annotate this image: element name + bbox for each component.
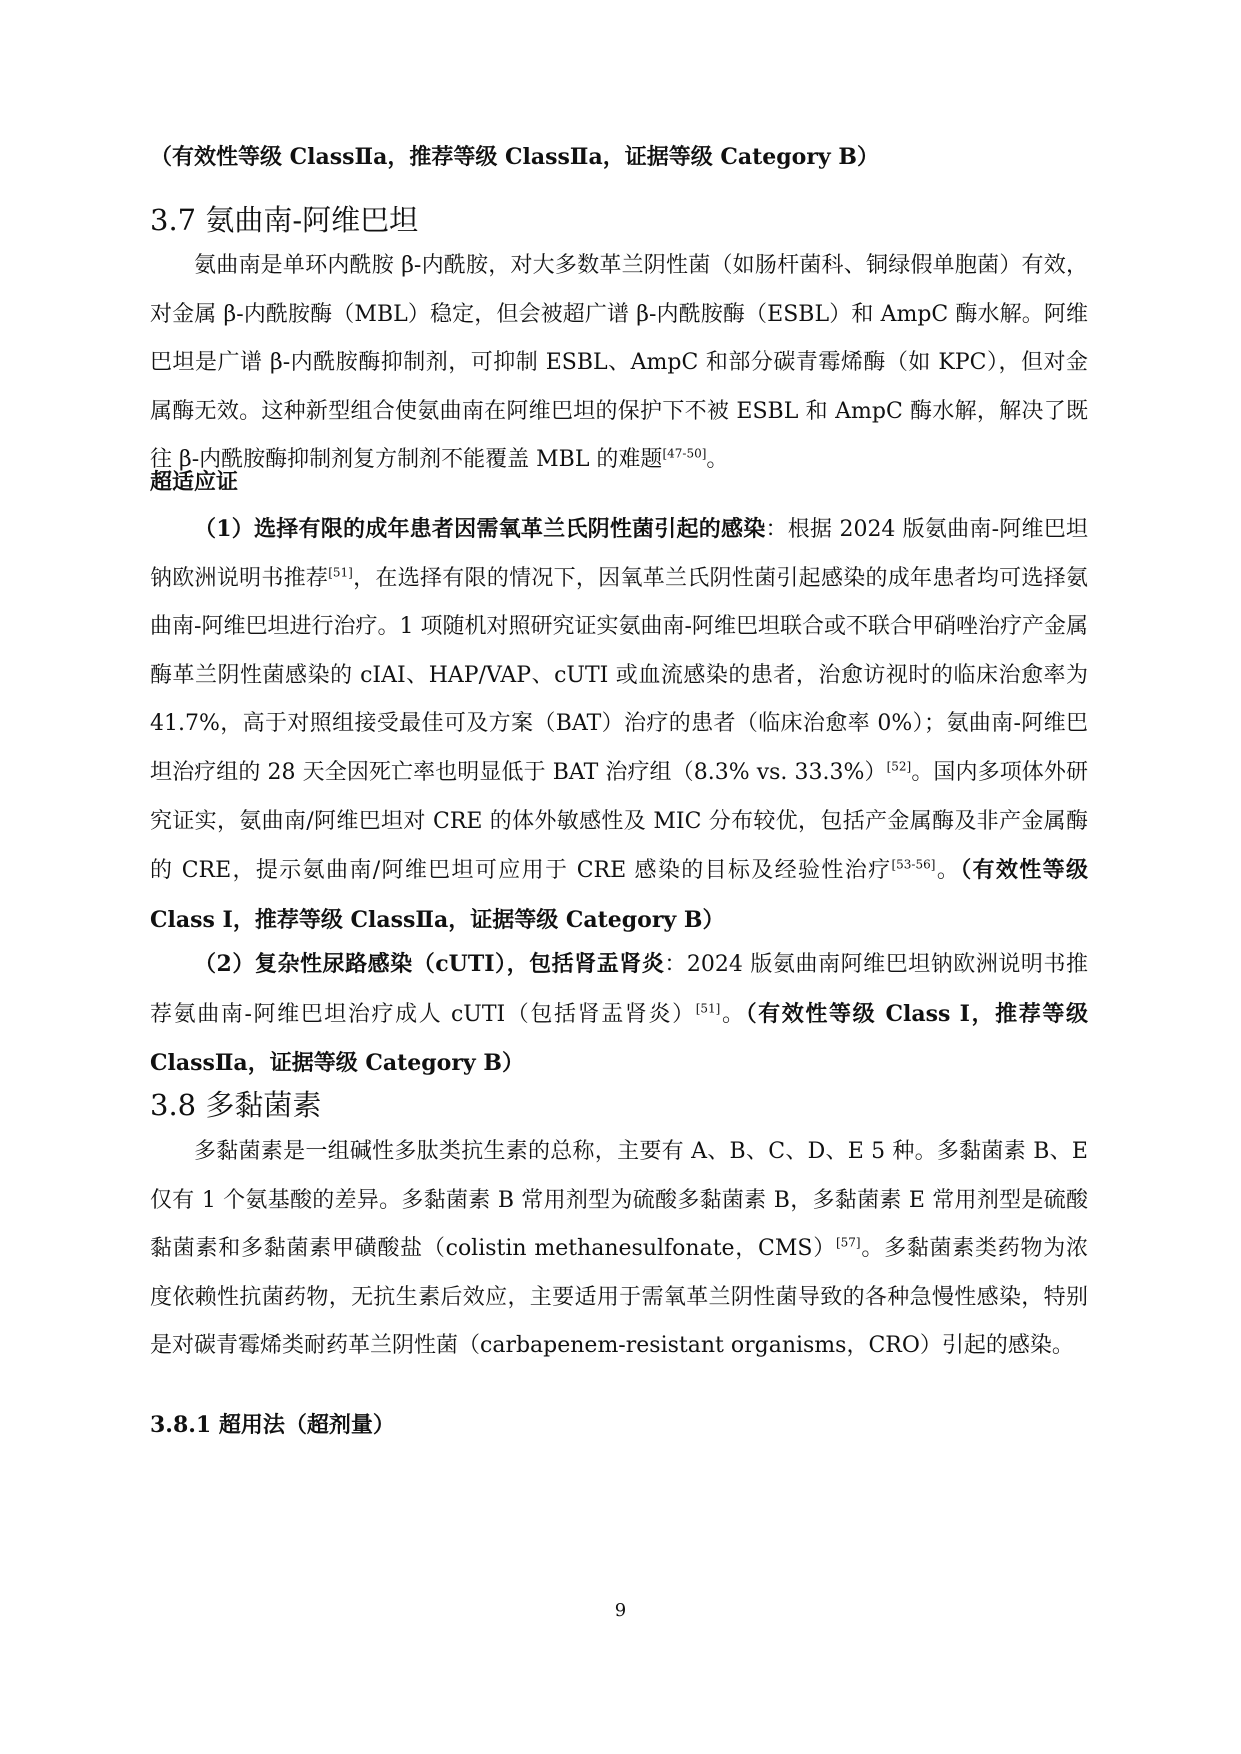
section-heading-3-7: 3.7 氨曲南-阿维巴坦 — [150, 203, 419, 237]
citation: [57] — [835, 1235, 861, 1250]
paragraph-aztreonam-avibactam-intro — [150, 242, 1088, 485]
recommendation-grade: （有效性等级 Class I，推荐等级 ClassⅡa，证据等级 Category B） — [150, 857, 1088, 933]
indication-item-1 — [150, 505, 1088, 945]
paragraph-text: 。多黏菌素类药物为浓度依赖性抗菌药物，无抗生素后效应，主要适用于需氧革兰阴性菌导致的各种急慢性感染，特别是对碳青霉烯类耐药革兰阴性菌（carbapenem-resistant organisms，CRO）引起的感染。 — [150, 1236, 1088, 1359]
paragraph-text: ：2024 版氨曲南阿维巴坦钠欧洲说明书推荐氨曲南-阿维巴坦治疗成人 cUTI（包括肾盂肾炎） — [150, 952, 1088, 1027]
indication-lead: （2）复杂性尿路感染（cUTI），包括肾盂肾炎 — [194, 951, 665, 977]
paragraph-text: 。国内多项体外研究证实，氨曲南/阿维巴坦对 CRE 的体外敏感性及 MIC 分布较优，包括产金属酶及非产金属酶的 CRE，提示氨曲南/阿维巴坦可应用于 CRE 感染的目标及经验性治疗 — [150, 759, 1088, 884]
section-heading-3-8: 3.8 多黏菌素 — [150, 1088, 322, 1122]
indication-item-2 — [150, 940, 1088, 1089]
paragraph-polymyxin-intro — [150, 1128, 1088, 1371]
citation: [52] — [886, 759, 912, 774]
paragraph-text: ：根据 2024 版氨曲南-阿维巴坦钠欧洲说明书推荐 — [150, 517, 1088, 591]
indication-lead: （1）选择有限的成年患者因需氧革兰氏阴性菌引起的感染 — [194, 516, 766, 542]
off-label-indication-label: 超适应证 — [150, 469, 239, 495]
citation: [51] — [695, 1001, 721, 1016]
paragraph-text: ，在选择有限的情况下，因氧革兰氏阴性菌引起感染的成年患者均可选择氨曲南-阿维巴坦进行治疗。1 项随机对照研究证实氨曲南-阿维巴坦联合或不联合甲硝唑治疗产金属酶革兰阴性菌感染的 cIAI、HAP/VAP、cUTI 或血流感染的患者，治愈访视时的临床治愈率为 41.7%，高于对照组接受最佳可及方案（BAT）治疗的患者（临床治愈率 0%）；氨曲南-阿维巴坦治疗组的 28 天全因死亡率也明显低于 BAT 治疗组（8.3% vs. 33.3%） — [150, 565, 1088, 785]
citation: [51] — [328, 565, 353, 580]
paragraph-text: 。 — [935, 858, 961, 884]
paragraph-text: 多黏菌素是一组碱性多肽类抗生素的总称，主要有 A、B、C、D、E 5 种。多黏菌素 B、E 仅有 1 个氨基酸的差异。多黏菌素 B 常用剂型为硫酸多黏菌素 B，多黏菌素 E 常用剂型是硫酸黏菌素和多黏菌素甲磺酸盐（colistin methanesulfonate，CMS） — [150, 1139, 1088, 1262]
page-number: 9 — [614, 1600, 627, 1621]
citation: [47-50] — [662, 447, 707, 462]
recommendation-grade: （有效性等级 Class I，推荐等级 ClassⅡa，证据等级 Category B） — [150, 1000, 1088, 1077]
paragraph-text: 。 — [720, 1001, 746, 1027]
paragraph-text: 氨曲南是单环内酰胺 β-内酰胺，对大多数革兰阴性菌（如肠杆菌科、铜绿假单胞菌）有效，对金属 β-内酰胺酶（MBL）稳定，但会被超广谱 β-内酰胺酶（ESBL）和 AmpC 酶水解。阿维巴坦是广谱 β-内酰胺酶抑制剂，可抑制 ESBL、AmpC 和部分碳青霉烯酶（如 KPC），但对金属酶无效。这种新型组合使氨曲南在阿维巴坦的保护下不被 ESBL 和 AmpC 酶水解，解决了既往 β-内酰胺酶抑制剂复方制剂不能覆盖 MBL 的难题 — [150, 253, 1088, 473]
recommendation-grade-note: （有效性等级 ClassⅡa，推荐等级 ClassⅡa，证据等级 Category B） — [150, 144, 879, 170]
subsection-heading-3-8-1: 3.8.1 超用法（超剂量） — [150, 1412, 395, 1438]
citation: [53-56] — [891, 857, 936, 872]
paragraph-text: 。 — [706, 447, 729, 473]
